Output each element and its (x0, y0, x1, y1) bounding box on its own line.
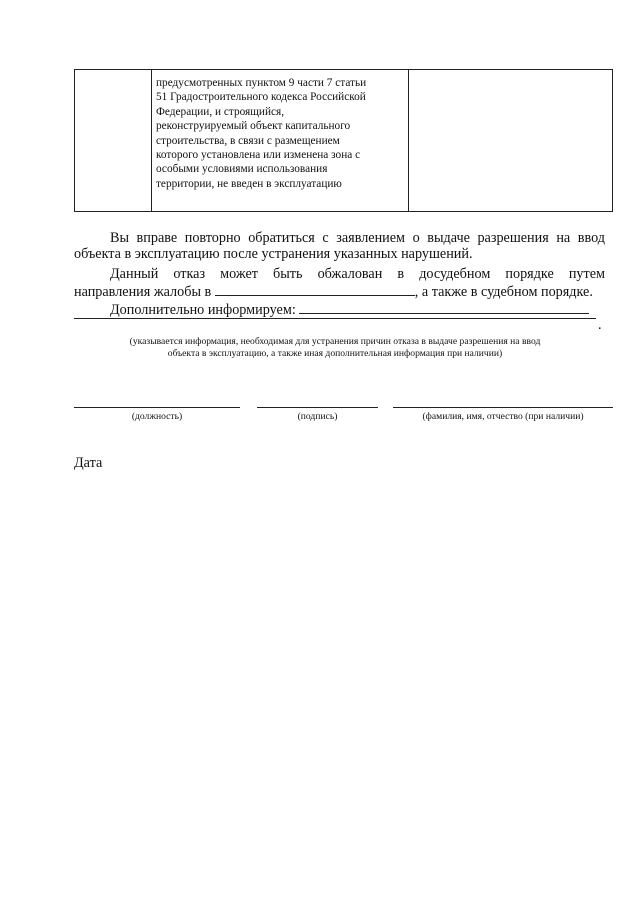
paragraph-appeal-line1: Данный отказ может быть обжалован в досудебном порядке путем (110, 266, 605, 282)
table-text-line: которого установлена или изменена зона с (156, 149, 361, 162)
paragraph-appeal-line2 (74, 283, 605, 300)
paragraph-additional-info (74, 301, 605, 318)
position-signature-line[interactable] (74, 407, 240, 408)
paragraph-reapply-line2: объекта в эксплуатацию после устранения указанных нарушений. (74, 246, 473, 262)
position-caption: (должность) (131, 411, 183, 422)
additional-info-blank[interactable] (299, 301, 589, 314)
sign-signature-line[interactable] (257, 407, 378, 408)
table-cell-explanation (409, 70, 613, 212)
additional-info-end-mark: . (598, 317, 602, 333)
additional-info-label: Дополнительно информируем: (110, 302, 296, 318)
table-text-line: предусмотренных пунктом 9 части 7 статьи (156, 77, 367, 89)
table-text-line: Федерации, и строящийся, (156, 105, 285, 118)
table-text-line: строительства, в связи с размещением (156, 134, 340, 147)
sign-caption: (подпись) (297, 411, 338, 422)
additional-info-blank-line[interactable] (74, 318, 596, 319)
additional-info-caption-line1: (указывается информация, необходимая для устранения причин отказа в выдаче разрешения на ввод (129, 336, 541, 347)
table-cell-reason (152, 70, 409, 212)
table-text-line: территории, не введен в эксплуатацию (156, 177, 342, 190)
table-cell-number (75, 70, 152, 212)
table-text-line: 51 Градостроительного кодекса Российской (156, 91, 366, 104)
appeal-text-start: направления жалобы в (74, 284, 212, 300)
appeal-text-end: , а также в судебном порядке. (414, 284, 593, 300)
paragraph-reapply-line1: Вы вправе повторно обратиться с заявлением о выдаче разрешения на ввод (110, 230, 605, 246)
name-caption: (фамилия, имя, отчество (при наличии) (422, 411, 584, 422)
name-signature-line[interactable] (393, 407, 613, 408)
refusal-reasons-table (74, 69, 613, 212)
table-text-line: особыми условиями использования (156, 163, 328, 176)
table-text-line: реконструируемый объект капитального (156, 120, 351, 133)
date-label: Дата (74, 455, 103, 471)
appeal-authority-blank[interactable] (215, 283, 415, 296)
additional-info-caption-line2: объекта в эксплуатацию, а также иная дополнительная информация при наличии) (167, 348, 503, 359)
